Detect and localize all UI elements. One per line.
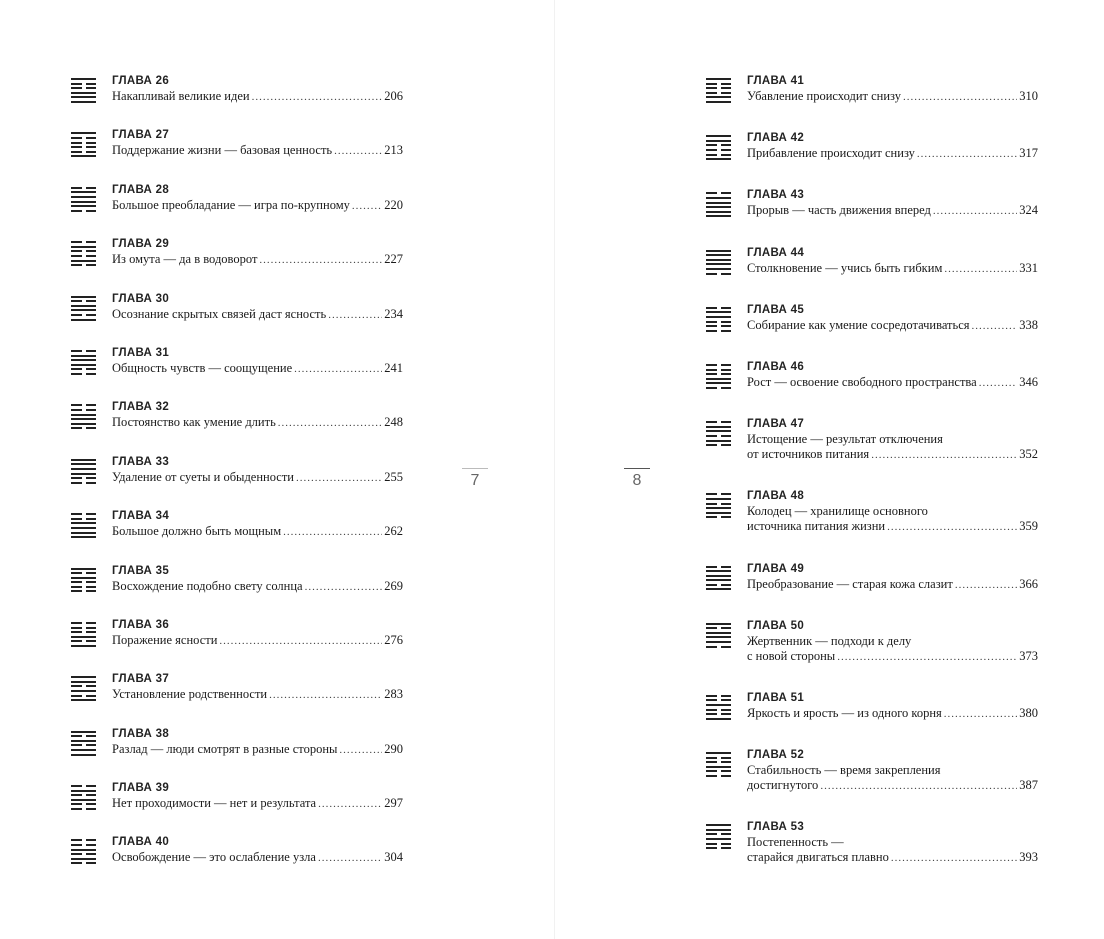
chapter-title: Колодец — хранилище основного bbox=[747, 504, 928, 519]
hexagram-icon bbox=[706, 192, 731, 217]
broken-line bbox=[706, 843, 731, 845]
chapter-title: Поражение ясности bbox=[112, 632, 218, 647]
title-row bbox=[747, 649, 1038, 665]
toc-entry bbox=[706, 748, 1038, 820]
page-reference: 255 bbox=[384, 469, 403, 484]
solid-line bbox=[706, 135, 731, 137]
broken-line bbox=[706, 321, 731, 323]
chapter-title: Разлад — люди смотрят в разные стороны bbox=[112, 741, 338, 756]
broken-line bbox=[706, 761, 731, 763]
toc-entry bbox=[706, 188, 1038, 245]
chapter-label: ГЛАВА 28 bbox=[112, 183, 170, 196]
chapter-title: Из омута — да в водоворот bbox=[112, 252, 258, 267]
broken-line bbox=[706, 192, 731, 194]
solid-line bbox=[706, 197, 731, 199]
broken-line bbox=[706, 584, 731, 586]
chapter-label: ГЛАВА 36 bbox=[112, 618, 170, 631]
broken-line bbox=[706, 775, 731, 777]
toc-entry bbox=[706, 360, 1038, 417]
broken-line bbox=[706, 307, 731, 309]
chapter-title: Прибавление происходит снизу bbox=[747, 146, 915, 161]
chapter-label: ГЛАВА 26 bbox=[112, 75, 170, 87]
broken-line bbox=[706, 713, 731, 715]
solid-line bbox=[706, 211, 731, 213]
solid-line bbox=[706, 829, 731, 831]
solid-line bbox=[706, 259, 731, 261]
solid-line bbox=[706, 96, 731, 98]
toc-entry bbox=[706, 131, 1038, 188]
page-reference: 373 bbox=[1019, 648, 1038, 663]
chapter-title: Постоянство как умение длить bbox=[112, 415, 276, 430]
chapter-title: Нет проходимости — нет и результата bbox=[112, 796, 317, 811]
solid-line bbox=[706, 254, 731, 256]
solid-line bbox=[706, 430, 731, 432]
broken-line bbox=[706, 364, 731, 366]
chapter-label: ГЛАВА 35 bbox=[112, 564, 170, 577]
folio-number: 8 bbox=[632, 472, 642, 489]
dot-leader bbox=[903, 90, 1017, 105]
toc-entry bbox=[706, 619, 1038, 691]
broken-line bbox=[706, 435, 731, 437]
solid-line bbox=[706, 140, 731, 142]
dot-leader bbox=[820, 779, 1017, 794]
toc-entry bbox=[706, 303, 1038, 360]
broken-line bbox=[706, 373, 731, 375]
page-reference: 283 bbox=[384, 687, 403, 702]
page-reference: 248 bbox=[384, 415, 403, 430]
title-row bbox=[747, 375, 1038, 391]
chapter-title: Жертвенник — подходи к делу bbox=[747, 633, 912, 648]
solid-line bbox=[706, 316, 731, 318]
entry-text bbox=[747, 562, 1038, 593]
broken-line bbox=[706, 493, 731, 495]
hexagram-icon bbox=[706, 78, 731, 103]
hexagram-icon bbox=[706, 364, 731, 389]
solid-line bbox=[706, 588, 731, 590]
toc-entry bbox=[706, 691, 1038, 748]
toc-right bbox=[706, 74, 1038, 892]
entry-text bbox=[747, 691, 1038, 722]
solid-line bbox=[706, 263, 731, 265]
dot-leader bbox=[837, 650, 1017, 665]
chapter-label: ГЛАВА 44 bbox=[747, 246, 805, 259]
broken-line bbox=[706, 444, 731, 446]
chapter-label: ГЛАВА 46 bbox=[747, 360, 805, 373]
dot-leader bbox=[871, 448, 1017, 463]
page-reference: 206 bbox=[384, 89, 403, 103]
chapter-title: Установление родственности bbox=[112, 687, 268, 702]
broken-line bbox=[706, 516, 731, 518]
hexagram-icon bbox=[706, 824, 731, 849]
page-reference: 393 bbox=[1019, 850, 1038, 865]
title-row bbox=[747, 318, 1038, 334]
page-reference: 310 bbox=[1019, 89, 1038, 103]
toc-entry bbox=[706, 562, 1038, 619]
entry-text bbox=[747, 246, 1038, 277]
dot-leader bbox=[887, 520, 1017, 535]
entry-text bbox=[747, 188, 1038, 219]
solid-line bbox=[706, 440, 731, 442]
page-reference: 331 bbox=[1019, 260, 1038, 275]
dot-leader bbox=[955, 578, 1017, 593]
page-reference: 338 bbox=[1019, 317, 1038, 332]
broken-line bbox=[706, 87, 731, 89]
page-reference: 297 bbox=[384, 796, 403, 811]
chapter-label: ГЛАВА 51 bbox=[747, 691, 805, 704]
chapter-title: Стабильность — время закрепления bbox=[747, 763, 941, 778]
chapter-label: ГЛАВА 39 bbox=[112, 782, 170, 795]
toc-entry bbox=[706, 820, 1038, 892]
toc-entry bbox=[706, 417, 1038, 489]
chapter-label: ГЛАВА 41 bbox=[747, 75, 805, 87]
page-reference: 346 bbox=[1019, 374, 1038, 389]
solid-line bbox=[706, 838, 731, 840]
chapter-label: ГЛАВА 33 bbox=[112, 455, 170, 468]
solid-line bbox=[706, 507, 731, 509]
entry-text bbox=[747, 820, 1038, 866]
chapter-title: Большое преобладание — игра по-крупному bbox=[112, 197, 350, 212]
page-reference: 380 bbox=[1019, 705, 1038, 720]
entry-text bbox=[747, 489, 1038, 535]
toc-entry bbox=[706, 489, 1038, 561]
broken-line bbox=[706, 646, 731, 648]
page-reference: 366 bbox=[1019, 576, 1038, 591]
page-reference: 304 bbox=[384, 850, 403, 865]
chapter-label: ГЛАВА 45 bbox=[747, 303, 805, 316]
hexagram-icon bbox=[706, 566, 731, 591]
solid-line bbox=[706, 641, 731, 643]
dot-leader bbox=[944, 262, 1017, 277]
title-row bbox=[747, 146, 1038, 162]
solid-line bbox=[706, 382, 731, 384]
dot-leader bbox=[944, 707, 1017, 722]
entry-text bbox=[747, 303, 1038, 334]
broken-line bbox=[706, 699, 731, 701]
solid-line bbox=[706, 78, 731, 80]
hexagram-icon bbox=[706, 421, 731, 446]
hexagram-icon bbox=[706, 695, 731, 720]
chapter-title: Собирание как умение сосредотачиваться bbox=[747, 317, 970, 332]
hexagram-icon bbox=[706, 493, 731, 518]
broken-line bbox=[706, 695, 731, 697]
chapter-label: ГЛАВА 47 bbox=[747, 418, 805, 431]
chapter-label: ГЛАВА 52 bbox=[747, 749, 805, 762]
chapter-label: ГЛАВА 29 bbox=[112, 238, 170, 251]
chapter-label: ГЛАВА 38 bbox=[112, 727, 170, 740]
broken-line bbox=[706, 566, 731, 568]
solid-line bbox=[706, 512, 731, 514]
hexagram-icon bbox=[706, 623, 731, 648]
broken-line bbox=[706, 83, 731, 85]
broken-line bbox=[706, 149, 731, 151]
chapter-title-continued: от источников питания bbox=[747, 447, 870, 462]
chapter-label: ГЛАВА 34 bbox=[112, 510, 170, 523]
entry-text bbox=[747, 360, 1038, 391]
broken-line bbox=[706, 144, 731, 146]
solid-line bbox=[706, 202, 731, 204]
chapter-title: Накапливай великие идеи bbox=[112, 89, 250, 103]
chapter-title: Яркость и ярость — из одного корня bbox=[747, 705, 942, 720]
solid-line bbox=[706, 636, 731, 638]
chapter-title: Удаление от суеты и обыденности bbox=[112, 469, 295, 484]
solid-line bbox=[706, 311, 731, 313]
chapter-title: Большое должно быть мощным bbox=[112, 524, 282, 539]
page-reference: 317 bbox=[1019, 146, 1038, 161]
page-number-right bbox=[624, 468, 650, 490]
chapter-title: Восхождение подобно свету солнца bbox=[112, 578, 303, 593]
solid-line bbox=[706, 570, 731, 572]
chapter-label: ГЛАВА 32 bbox=[112, 401, 170, 414]
chapter-title-continued: источника питания жизни bbox=[747, 519, 886, 534]
chapter-label: ГЛАВА 43 bbox=[747, 189, 805, 202]
solid-line bbox=[706, 378, 731, 380]
chapter-label: ГЛАВА 30 bbox=[112, 292, 170, 305]
title-row bbox=[747, 778, 1038, 794]
title-row bbox=[747, 519, 1038, 535]
title-row bbox=[747, 706, 1038, 722]
chapter-label: ГЛАВА 31 bbox=[112, 346, 170, 359]
chapter-label: ГЛАВА 42 bbox=[747, 132, 805, 145]
dot-leader bbox=[933, 204, 1017, 219]
title-row bbox=[747, 850, 1038, 866]
broken-line bbox=[706, 757, 731, 759]
solid-line bbox=[706, 250, 731, 252]
page-reference: 359 bbox=[1019, 519, 1038, 534]
entry-text bbox=[747, 131, 1038, 162]
page-reference: 220 bbox=[384, 197, 403, 212]
solid-line bbox=[706, 579, 731, 581]
broken-line bbox=[706, 847, 731, 849]
title-row bbox=[747, 261, 1038, 277]
page-reference: 276 bbox=[384, 632, 403, 647]
broken-line bbox=[706, 273, 731, 275]
solid-line bbox=[706, 101, 731, 103]
folio-number: 7 bbox=[470, 472, 480, 489]
chapter-title: Убавление происходит снизу bbox=[747, 89, 901, 103]
solid-line bbox=[706, 752, 731, 754]
solid-line bbox=[706, 718, 731, 720]
page-reference: 324 bbox=[1019, 203, 1038, 218]
broken-line bbox=[706, 387, 731, 389]
page-reference: 387 bbox=[1019, 778, 1038, 793]
solid-line bbox=[706, 158, 731, 160]
broken-line bbox=[706, 503, 731, 505]
hexagram-icon bbox=[706, 307, 731, 332]
page-reference: 262 bbox=[384, 524, 403, 539]
chapter-title: Преобразование — старая кожа слазит bbox=[747, 576, 953, 591]
chapter-title-continued: с новой стороны bbox=[747, 648, 836, 663]
chapter-title: Общность чувств — соощущение bbox=[112, 360, 293, 375]
hexagram-icon bbox=[706, 135, 731, 160]
page-reference: 352 bbox=[1019, 447, 1038, 462]
solid-line bbox=[706, 824, 731, 826]
solid-line bbox=[706, 268, 731, 270]
chapter-label: ГЛАВА 49 bbox=[747, 562, 805, 575]
solid-line bbox=[706, 766, 731, 768]
broken-line bbox=[706, 369, 731, 371]
entry-text bbox=[747, 74, 1038, 105]
solid-line bbox=[706, 206, 731, 208]
page-reference: 213 bbox=[384, 143, 403, 158]
dot-leader bbox=[972, 319, 1018, 334]
entry-text bbox=[747, 619, 1038, 665]
chapter-title: Осознание скрытых связей даст ясность bbox=[112, 306, 327, 321]
chapter-title: Освобождение — это ослабление узла bbox=[112, 850, 316, 865]
chapter-title: Рост — освоение свободного пространства bbox=[747, 374, 977, 389]
chapter-label: ГЛАВА 27 bbox=[112, 129, 170, 142]
page-reference: 269 bbox=[384, 578, 403, 593]
entry-text bbox=[747, 417, 1038, 463]
page-reference: 290 bbox=[384, 741, 403, 756]
toc-entry bbox=[706, 246, 1038, 303]
chapter-title: Прорыв — часть движения вперед bbox=[747, 203, 931, 218]
solid-line bbox=[706, 632, 731, 634]
title-row bbox=[747, 89, 1038, 105]
broken-line bbox=[706, 627, 731, 629]
broken-line bbox=[706, 421, 731, 423]
hexagram-icon bbox=[706, 752, 731, 777]
chapter-title: Постепенность — bbox=[747, 835, 844, 850]
solid-line bbox=[706, 623, 731, 625]
entry-text bbox=[747, 748, 1038, 794]
dot-leader bbox=[979, 376, 1018, 391]
dot-leader bbox=[917, 147, 1017, 162]
folio-rule bbox=[624, 468, 650, 469]
chapter-label: ГЛАВА 37 bbox=[112, 673, 170, 686]
chapter-label: ГЛАВА 50 bbox=[747, 619, 805, 632]
title-row bbox=[747, 577, 1038, 593]
broken-line bbox=[706, 330, 731, 332]
page-reference: 227 bbox=[384, 252, 403, 267]
chapter-label: ГЛАВА 40 bbox=[112, 836, 170, 849]
chapter-title: Поддержание жизни — базовая ценность bbox=[112, 143, 333, 158]
title-row bbox=[747, 447, 1038, 463]
broken-line bbox=[706, 92, 731, 94]
solid-line bbox=[706, 704, 731, 706]
page-reference: 241 bbox=[384, 360, 403, 375]
page-reference: 234 bbox=[384, 306, 403, 321]
broken-line bbox=[706, 325, 731, 327]
toc-entry bbox=[706, 74, 1038, 131]
broken-line bbox=[706, 154, 731, 156]
chapter-label: ГЛАВА 53 bbox=[747, 821, 805, 834]
chapter-title-continued: достигнутого bbox=[747, 778, 819, 793]
broken-line bbox=[706, 770, 731, 772]
dot-leader bbox=[891, 851, 1017, 866]
chapter-title-continued: старайся двигаться плавно bbox=[747, 850, 889, 865]
chapter-title: Столкновение — учись быть гибким bbox=[747, 260, 943, 275]
chapter-title: Истощение — результат отключения bbox=[747, 432, 943, 447]
broken-line bbox=[706, 833, 731, 835]
broken-line bbox=[706, 709, 731, 711]
chapter-label: ГЛАВА 48 bbox=[747, 490, 805, 503]
solid-line bbox=[706, 215, 731, 217]
solid-line bbox=[706, 498, 731, 500]
title-row bbox=[747, 203, 1038, 219]
hexagram-icon bbox=[706, 250, 731, 275]
solid-line bbox=[706, 575, 731, 577]
solid-line bbox=[706, 426, 731, 428]
